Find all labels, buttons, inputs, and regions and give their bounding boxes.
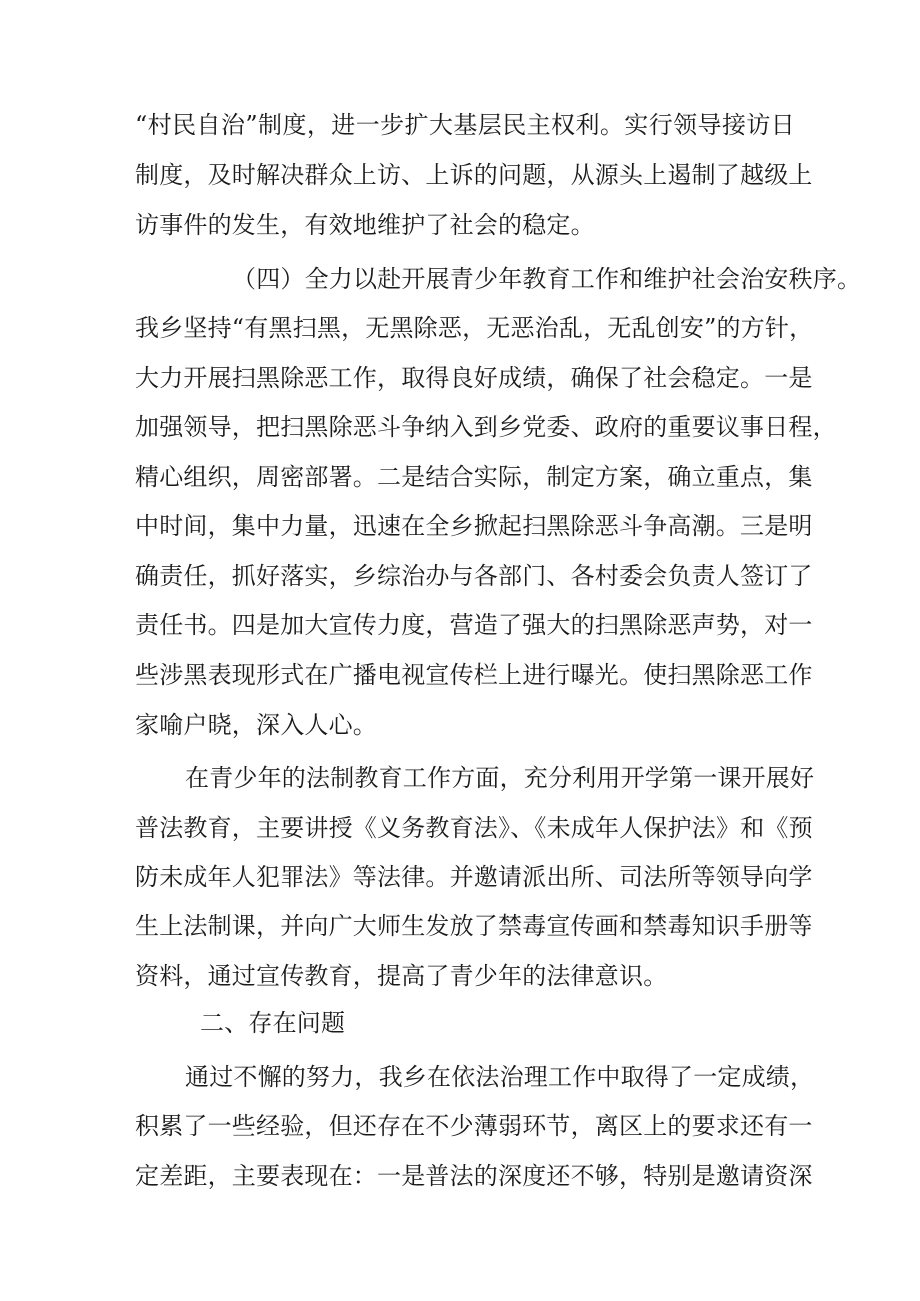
paragraph-first-line: 通过不懈的努力，我乡在依法治理工作中取得了一定成绩，: [185, 1063, 815, 1091]
paragraph-line: 中时间，集中力量，迅速在全乡掀起扫黑除恶斗争高潮。三是明: [135, 512, 813, 540]
section-heading-2: 二、存在问题: [200, 1009, 346, 1037]
paragraph-line: 确责任，抓好落实，乡综治办与各部门、各村委会负责人签订了: [135, 562, 813, 590]
paragraph-line: 精心组织，周密部署。二是结合实际，制定方案，确立重点，集: [135, 463, 813, 491]
paragraph-line: 些涉黑表现形式在广播电视宣传栏上进行曝光。使扫黑除恶工作: [135, 661, 813, 689]
paragraph-line: 防未成年人犯罪法》等法律。并邀请派出所、司法所等领导向学: [135, 863, 813, 891]
paragraph-line: 制度，及时解决群众上访、上诉的问题，从源头上遏制了越级上: [135, 161, 813, 189]
paragraph-first-line: 在青少年的法制教育工作方面，充分利用开学第一课开展好: [185, 764, 815, 792]
paragraph-line: 定差距，主要表现在：一是普法的深度还不够，特别是邀请资深: [135, 1162, 813, 1190]
paragraph-line: “村民自治”制度，进一步扩大基层民主权利。实行领导接访日: [135, 111, 795, 139]
paragraph-line: 家喻户晓，深入人心。: [135, 711, 377, 739]
paragraph-line: 积累了一些经验，但还存在不少薄弱环节，离区上的要求还有一: [135, 1112, 813, 1140]
paragraph-line: 普法教育，主要讲授《义务教育法》、《未成年人保护法》和《预: [135, 814, 813, 842]
paragraph-line: 加强领导，把扫黑除恶斗争纳入到乡党委、政府的重要议事日程，: [135, 413, 837, 441]
paragraph-line: 生上法制课，并向广大师生发放了禁毒宣传画和禁毒知识手册等: [135, 912, 813, 940]
paragraph-line: 我乡坚持“有黑扫黑，无黑除恶，无恶治乱，无乱创安”的方针，: [135, 314, 814, 342]
paragraph-line: 责任书。四是加大宣传力度，营造了强大的扫黑除恶声势，对一: [135, 611, 813, 639]
paragraph-line: 资料，通过宣传教育，提高了青少年的法律意识。: [135, 962, 668, 990]
paragraph-line: 访事件的发生，有效地维护了社会的稳定。: [135, 211, 595, 239]
subsection-heading-4: （四）全力以赴开展青少年教育工作和维护社会治安秩序。: [232, 265, 862, 293]
paragraph-line: 大力开展扫黑除恶工作，取得良好成绩，确保了社会稳定。一是: [135, 364, 813, 392]
